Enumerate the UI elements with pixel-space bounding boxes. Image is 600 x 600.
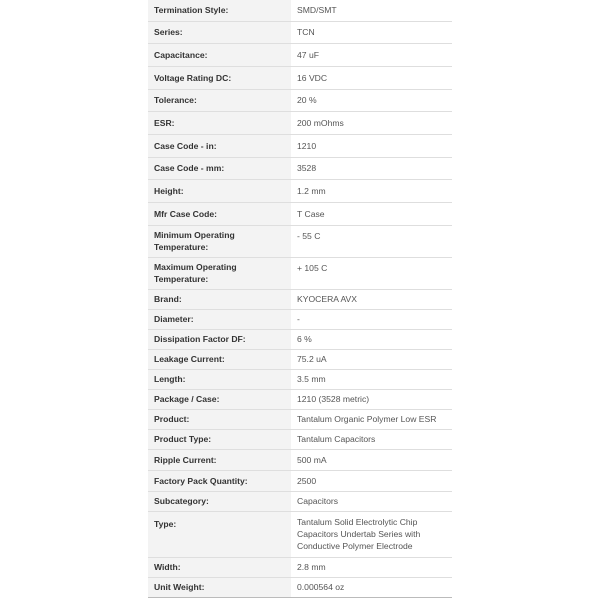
spec-value: 0.000564 oz xyxy=(297,582,345,592)
spec-value: Tantalum Capacitors xyxy=(297,434,376,444)
spec-label: ESR: xyxy=(148,111,291,134)
spec-row xyxy=(148,289,452,309)
spec-label: Termination Style: xyxy=(148,0,291,21)
spec-value: Tantalum Organic Polymer Low ESR xyxy=(297,414,437,424)
spec-row xyxy=(148,179,452,202)
spec-row xyxy=(148,0,452,21)
spec-value: T Case xyxy=(297,208,325,219)
spec-label: Case Code - in: xyxy=(148,134,291,157)
spec-value: 1210 xyxy=(297,140,317,151)
spec-row xyxy=(148,111,452,134)
spec-label: Voltage Rating DC: xyxy=(148,66,291,89)
spec-value: 20 % xyxy=(297,95,317,105)
spec-label: Height: xyxy=(148,179,291,202)
spec-label: Mfr Case Code: xyxy=(148,202,291,225)
spec-value: 3.5 mm xyxy=(297,374,326,384)
spec-label: Package / Case: xyxy=(148,389,291,409)
spec-label: Leakage Current: xyxy=(148,349,291,369)
spec-row xyxy=(148,577,452,597)
spec-value: Tantalum Solid Electrolytic Chip Capacitors Undertab Series with Conductive Polymer Electrode xyxy=(297,516,421,551)
spec-label: Maximum Operating Temperature: xyxy=(148,257,291,289)
spec-row xyxy=(148,43,452,66)
spec-label: Case Code - mm: xyxy=(148,157,291,179)
spec-row xyxy=(148,557,452,577)
spec-row xyxy=(148,66,452,89)
spec-label: Product Type: xyxy=(148,429,291,449)
spec-label: Product: xyxy=(148,409,291,429)
spec-value: 2500 xyxy=(297,475,317,486)
spec-label: Width: xyxy=(148,557,291,577)
spec-value: 16 VDC xyxy=(297,72,328,83)
spec-value: + 105 C xyxy=(297,262,328,273)
spec-label: Length: xyxy=(148,369,291,389)
spec-value: 500 mA xyxy=(297,454,327,465)
factory-pack-quantity-link[interactable]: Factory Pack Quantity: xyxy=(148,470,291,491)
spec-row xyxy=(148,470,452,491)
spec-row xyxy=(148,157,452,179)
series-link[interactable]: TCN xyxy=(297,27,315,37)
spec-value: 200 mOhms xyxy=(297,117,344,128)
spec-row xyxy=(148,389,452,409)
spec-label: Ripple Current: xyxy=(148,449,291,470)
spec-row xyxy=(148,134,452,157)
spec-label: Unit Weight: xyxy=(148,577,291,597)
spec-value: KYOCERA AVX xyxy=(297,294,358,304)
spec-label: Subcategory: xyxy=(148,491,291,511)
spec-value: 1210 (3528 metric) xyxy=(297,394,370,404)
spec-value: 47 uF xyxy=(297,49,319,60)
spec-row xyxy=(148,89,452,111)
spec-label: Tolerance: xyxy=(148,89,291,111)
spec-row xyxy=(148,369,452,389)
spec-value: 2.8 mm xyxy=(297,562,326,572)
spec-label: Series: xyxy=(148,21,291,43)
spec-row xyxy=(148,309,452,329)
spec-row xyxy=(148,225,452,257)
spec-value: 6 % xyxy=(297,334,312,344)
spec-value: 3528 xyxy=(297,163,317,173)
spec-row xyxy=(148,449,452,470)
spec-row xyxy=(148,491,452,511)
spec-value: - xyxy=(297,314,300,324)
spec-row xyxy=(148,202,452,225)
spec-label: Dissipation Factor DF: xyxy=(148,329,291,349)
spec-label: Minimum Operating Temperature: xyxy=(148,225,291,257)
spec-value: 1.2 mm xyxy=(297,185,326,196)
spec-label: Brand: xyxy=(148,289,291,309)
spec-label: Capacitance: xyxy=(148,43,291,66)
specifications-table xyxy=(148,0,452,598)
spec-row xyxy=(148,21,452,43)
spec-row xyxy=(148,349,452,369)
spec-row xyxy=(148,511,452,557)
spec-row xyxy=(148,329,452,349)
spec-value: 75.2 uA xyxy=(297,354,327,364)
spec-row xyxy=(148,409,452,429)
spec-row xyxy=(148,429,452,449)
spec-label: Diameter: xyxy=(148,309,291,329)
spec-value: - 55 C xyxy=(297,230,321,241)
spec-value: SMD/SMT xyxy=(297,5,337,16)
spec-label: Type: xyxy=(148,511,291,557)
spec-row xyxy=(148,257,452,289)
spec-value: Capacitors xyxy=(297,496,339,506)
